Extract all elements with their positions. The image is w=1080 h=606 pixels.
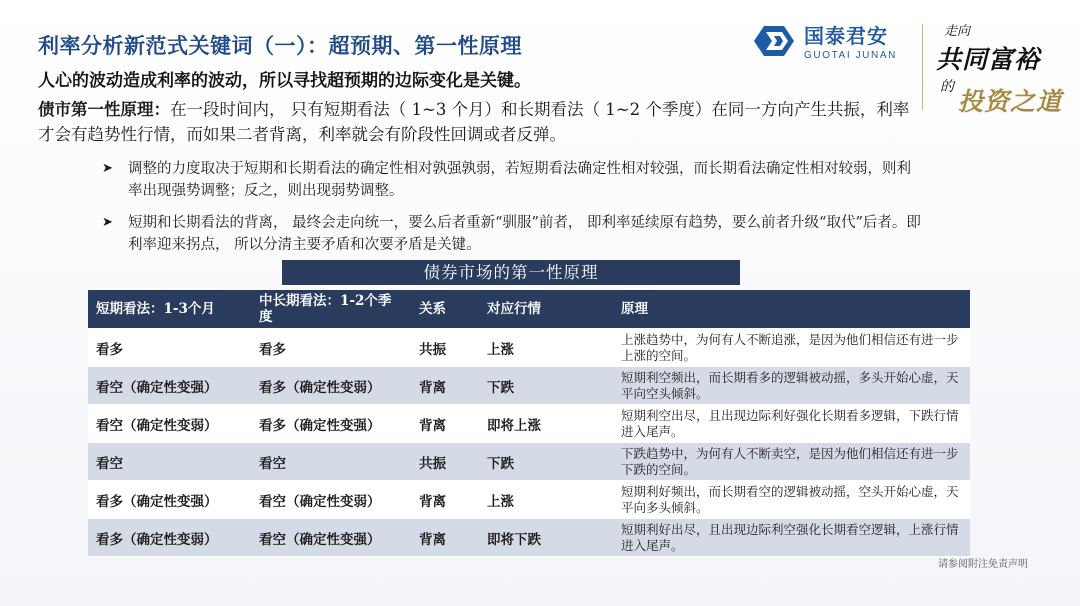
table-row bbox=[88, 367, 970, 405]
company-logo bbox=[752, 20, 897, 61]
slogan-line-4: 投资之道 bbox=[958, 87, 1063, 116]
table-cell: 短期利好出尽，且出现边际利空强化长期看空逻辑，上涨行情进入尾声。 bbox=[613, 519, 970, 557]
bullet-item bbox=[102, 212, 922, 256]
table-cell: 共振 bbox=[411, 443, 479, 481]
column-header: 关系 bbox=[411, 290, 479, 329]
table-cell: 看空（确定性变强） bbox=[251, 519, 411, 557]
table-row bbox=[88, 405, 970, 443]
table-cell: 看空（确定性变弱） bbox=[88, 405, 251, 443]
slogan-line-2: 共同富裕 bbox=[936, 45, 1041, 74]
logo-divider bbox=[922, 24, 923, 110]
intro-lead: 债市第一性原理： bbox=[38, 100, 170, 119]
table-cell: 上涨趋势中，为何有人不断追涨，是因为他们相信还有进一步上涨的空间。 bbox=[613, 329, 970, 367]
bullet-text: 调整的力度取决于短期和长期看法的确定性相对孰强孰弱，若短期看法确定性相对较强，而长期看法确定性相对较弱，则利率出现强势调整；反之，则出现弱势调整。 bbox=[128, 161, 911, 199]
disclaimer-note: 请参阅附注免责声明 bbox=[938, 559, 1028, 570]
logo-mark-icon bbox=[752, 24, 796, 58]
intro-text: 在一段时间内， 只有短期看法（ 1~3 个月）和长期看法（ 1~2 个季度）在同一方向产生共振，利率才会有趋势性行情，而如果二者背离，利率就会有阶段性回调或者反弹。 bbox=[38, 100, 910, 144]
column-header: 对应行情 bbox=[479, 290, 613, 329]
table-cell: 下跌 bbox=[479, 367, 613, 405]
logo-name-en: GUOTAI JUNAN bbox=[804, 50, 897, 61]
table-cell: 看多（确定性变强） bbox=[251, 405, 411, 443]
table-cell: 即将下跌 bbox=[479, 519, 613, 557]
principle-table bbox=[88, 290, 970, 557]
slogan-line-3: 的 bbox=[940, 79, 954, 95]
table-cell: 看多（确定性变强） bbox=[88, 481, 251, 519]
table-cell: 看多 bbox=[251, 329, 411, 367]
table-cell: 看多（确定性变弱） bbox=[88, 519, 251, 557]
table-row bbox=[88, 443, 970, 481]
table-cell: 即将上涨 bbox=[479, 405, 613, 443]
table-cell: 背离 bbox=[411, 367, 479, 405]
table-cell: 下跌趋势中，为何有人不断卖空，是因为他们相信还有进一步下跌的空间。 bbox=[613, 443, 970, 481]
table-cell: 共振 bbox=[411, 329, 479, 367]
table-cell: 看多（确定性变弱） bbox=[251, 367, 411, 405]
intro-paragraph bbox=[38, 97, 918, 147]
table-cell: 短期利空频出，而长期看多的逻辑被动摇，多头开始心虚，天平向空头倾斜。 bbox=[613, 367, 970, 405]
table-cell: 看空（确定性变强） bbox=[88, 367, 251, 405]
table-cell: 短期利好频出，而长期看空的逻辑被动摇，空头开始心虚，天平向多头倾斜。 bbox=[613, 481, 970, 519]
table-cell: 背离 bbox=[411, 481, 479, 519]
table-cell: 看空 bbox=[88, 443, 251, 481]
column-header: 中长期看法：1-2个季度 bbox=[251, 290, 411, 329]
table-cell: 看空（确定性变弱） bbox=[251, 481, 411, 519]
table-row bbox=[88, 519, 970, 557]
bullet-item bbox=[102, 158, 922, 202]
table-title: 债券市场的第一性原理 bbox=[282, 260, 740, 285]
table-cell: 上涨 bbox=[479, 329, 613, 367]
column-header: 短期看法：1-3个月 bbox=[88, 290, 251, 329]
arrow-bullet-icon: ➤ bbox=[102, 215, 113, 230]
logo-name-cn: 国泰君安 bbox=[804, 24, 888, 48]
slogan-line-1: 走向 bbox=[944, 24, 971, 39]
table-row bbox=[88, 481, 970, 519]
arrow-bullet-icon: ➤ bbox=[102, 161, 113, 176]
page-title: 利率分析新范式关键词（一）：超预期、第一性原理 bbox=[38, 34, 522, 58]
table-cell: 背离 bbox=[411, 519, 479, 557]
slogan bbox=[932, 20, 1072, 116]
bullet-text: 短期和长期看法的背离， 最终会走向统一，要么后者重新“驯服”前者， 即利率延续原有趋势，要么前者升级“取代”后者。即利率迎来拐点， 所以分清主要矛盾和次要矛盾是关键。 bbox=[128, 215, 921, 253]
column-header: 原理 bbox=[613, 290, 970, 329]
table-cell: 上涨 bbox=[479, 481, 613, 519]
table-cell: 背离 bbox=[411, 405, 479, 443]
page-subtitle: 人心的波动造成利率的波动，所以寻找超预期的边际变化是关键。 bbox=[38, 71, 531, 91]
table-cell: 看空 bbox=[251, 443, 411, 481]
table-cell: 短期利空出尽，且出现边际利好强化长期看多逻辑，下跌行情进入尾声。 bbox=[613, 405, 970, 443]
table-cell: 下跌 bbox=[479, 443, 613, 481]
table-header-row bbox=[88, 290, 970, 329]
table-row bbox=[88, 329, 970, 367]
table-cell: 看多 bbox=[88, 329, 251, 367]
